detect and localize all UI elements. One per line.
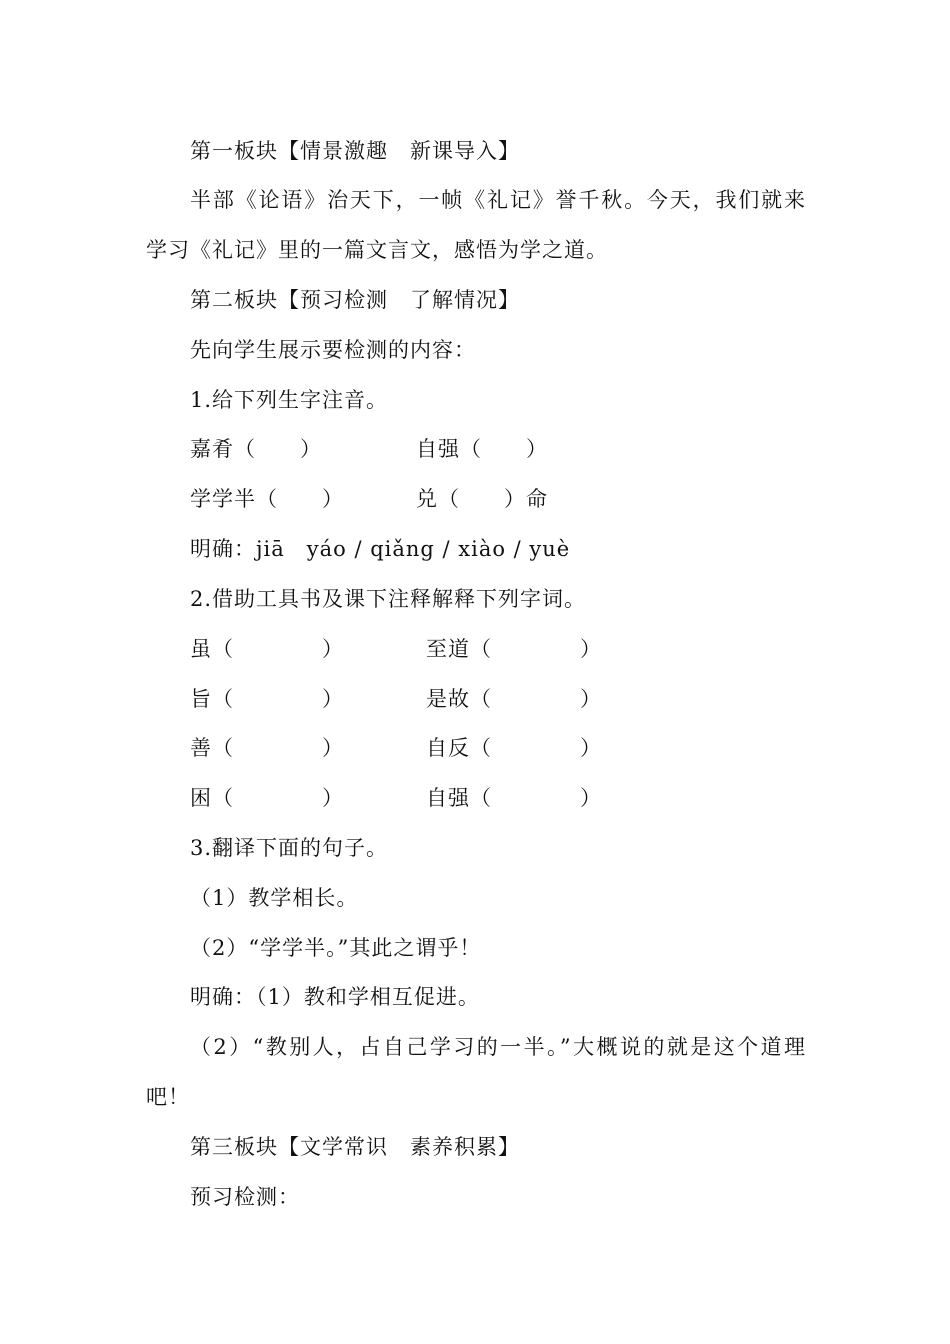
q1-row1-left: 嘉肴（ ） (190, 437, 322, 461)
section2-heading: 第二板块【预习检测 了解情况】 (190, 288, 520, 312)
q2-row-left: 困（ ） (190, 786, 344, 810)
q2-title: 2.借助工具书及课下注释解释下列字词。 (190, 587, 587, 611)
q3-answer-2-line2: 吧！ (146, 1085, 190, 1109)
section2-intro: 先向学生展示要检测的内容： (190, 338, 476, 362)
q3-sentence-1: （1）教学相长。 (190, 886, 359, 910)
section3-heading: 第三板块【文学常识 素养积累】 (190, 1135, 520, 1159)
q2-row-right: 是故（ ） (426, 687, 602, 711)
q1-row1-right: 自强（ ） (416, 437, 548, 461)
q2-row-right: 自强（ ） (426, 786, 602, 810)
q1-row2-right: 兑（ ）命 (416, 487, 548, 511)
q2-row-right: 自反（ ） (426, 736, 602, 760)
q2-row-right: 至道（ ） (426, 637, 602, 661)
q3-sentence-2: （2）“学学半。”其此之谓乎！ (190, 936, 482, 960)
section1-paragraph-line1: 半部《论语》治天下，一帧《礼记》誉千秋。今天，我们就来 (190, 188, 806, 212)
q2-row-left: 虽（ ） (190, 637, 344, 661)
q1-row2-left: 学学半（ ） (190, 487, 344, 511)
q2-row-left: 善（ ） (190, 736, 344, 760)
q2-row-left: 旨（ ） (190, 687, 344, 711)
section1-paragraph-line2: 学习《礼记》里的一篇文言文，感悟为学之道。 (146, 238, 608, 262)
q3-title: 3.翻译下面的句子。 (190, 836, 389, 860)
section3-intro: 预习检测： (190, 1185, 300, 1209)
q3-answer-2-line1: （2）“教别人，占自己学习的一半。”大概说的就是这个道理 (190, 1035, 806, 1059)
q1-title: 1.给下列生字注音。 (190, 388, 389, 412)
q1-answer: 明确：jiā yáo / qiǎng / xiào / yuè (190, 537, 571, 561)
section1-heading: 第一板块【情景激趣 新课导入】 (190, 139, 520, 163)
q3-answer-1: 明确：（1）教和学相互促进。 (190, 985, 480, 1009)
